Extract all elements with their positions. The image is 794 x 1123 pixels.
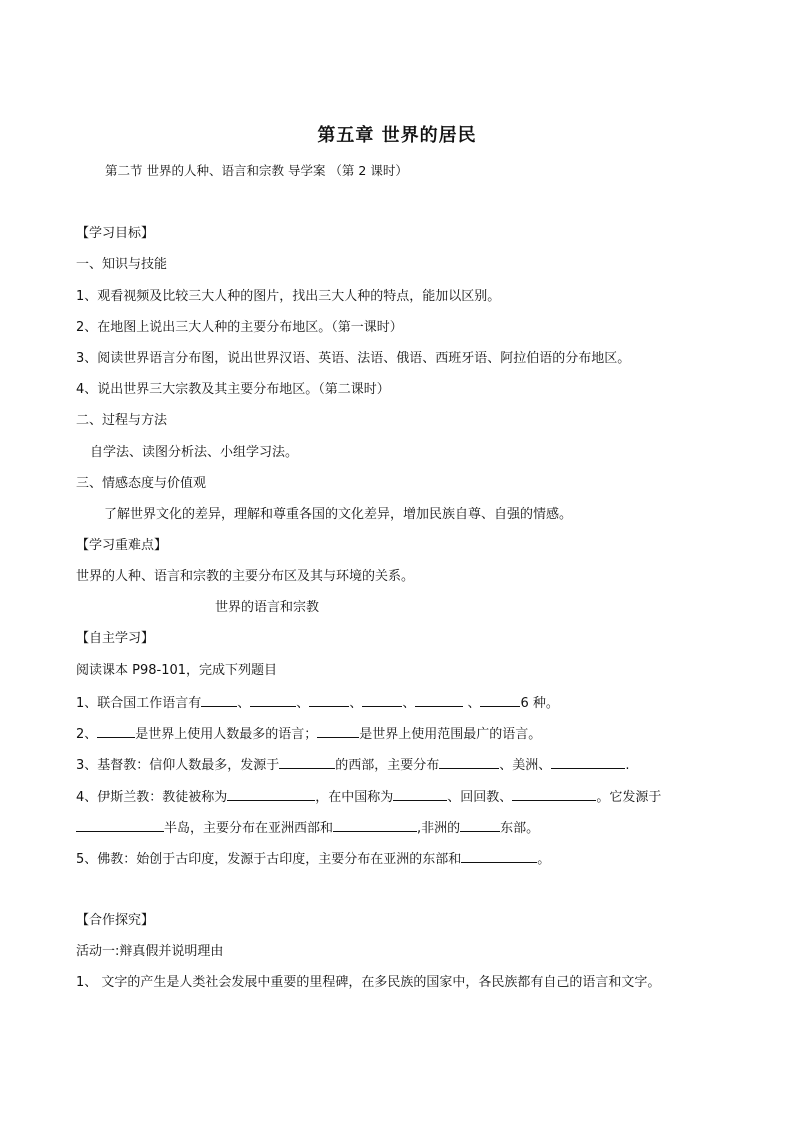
question-4-continued	[76, 819, 539, 837]
answer-blank[interactable]	[415, 694, 463, 707]
answer-blank[interactable]	[97, 725, 135, 738]
self-study-header: 【自主学习】	[76, 631, 155, 646]
answer-blank[interactable]	[227, 788, 315, 801]
activity-1-heading: 活动一:辩真假并说明理由	[76, 944, 224, 959]
answer-blank[interactable]	[309, 694, 349, 707]
q2-text-2: 是世界上使用范围最广的语言。	[359, 727, 542, 742]
language-religion-heading: 世界的语言和宗教	[215, 600, 320, 615]
answer-blank[interactable]	[317, 725, 359, 738]
q1-end: 6 种。	[520, 696, 559, 711]
q3-end: .	[625, 758, 630, 773]
q5-end: 。	[537, 852, 551, 867]
objective-3: 3、阅读世界语言分布图，说出世界汉语、英语、法语、俄语、西班牙语、阿拉伯语的分布地区。	[76, 351, 631, 366]
chapter-title: 第五章 世界的居民	[317, 125, 477, 146]
q1-sep: 、	[237, 696, 251, 711]
answer-blank[interactable]	[393, 788, 447, 801]
objective-2: 2、在地图上说出三大人种的主要分布地区。（第一课时）	[76, 320, 403, 335]
answer-blank[interactable]	[333, 819, 417, 832]
q4-text-3: 、回回教、	[447, 790, 513, 805]
q4-text-2: ，在中国称为	[315, 790, 394, 805]
cooperative-inquiry-header: 【合作探究】	[76, 913, 155, 928]
q4-text-7: 东部。	[500, 821, 540, 836]
knowledge-skills-heading: 一、知识与技能	[76, 257, 168, 272]
q4-text-6: ,非洲的	[417, 821, 461, 836]
q5-text: 5、佛教：始创于古印度，发源于古印度，主要分布在亚洲的东部和	[76, 852, 462, 867]
objective-1: 1、观看视频及比较三大人种的图片，找出三大人种的特点，能加以区别。	[76, 289, 501, 304]
objective-4: 4、说出世界三大宗教及其主要分布地区。（第二课时）	[76, 382, 390, 397]
question-1	[76, 694, 559, 712]
process-method-heading: 二、过程与方法	[76, 413, 168, 428]
answer-blank[interactable]	[250, 694, 296, 707]
q4-text-4: 。它发源于	[596, 790, 662, 805]
q2-num: 2、	[76, 727, 98, 742]
q1-sep: 、	[296, 696, 310, 711]
reading-instruction: 阅读课本 P98-101，完成下列题目	[76, 663, 278, 678]
key-points-header: 【学习重难点】	[76, 538, 168, 553]
q2-text: 是世界上使用人数最多的语言；	[135, 727, 318, 742]
key-points-text: 世界的人种、语言和宗教的主要分布区及其与环境的关系。	[76, 569, 415, 584]
section-subtitle: 第二节 世界的人种、语言和宗教 导学案 （第 2 课时）	[105, 163, 408, 178]
q1-sep: 、	[463, 696, 481, 711]
answer-blank[interactable]	[279, 756, 335, 769]
q3-text-3: 、美洲、	[499, 758, 552, 773]
question-3	[76, 756, 629, 774]
question-4	[76, 788, 661, 806]
answer-blank[interactable]	[551, 756, 625, 769]
q1-sep: 、	[402, 696, 416, 711]
answer-blank[interactable]	[362, 694, 402, 707]
q4-text-5: 半岛，主要分布在亚洲西部和	[164, 821, 334, 836]
q1-text: 1、联合国工作语言有	[76, 696, 202, 711]
q1-sep: 、	[349, 696, 363, 711]
emotion-text: 了解世界文化的差异，理解和尊重各国的文化差异，增加民族自尊、自强的情感。	[104, 507, 573, 522]
answer-blank[interactable]	[201, 694, 237, 707]
answer-blank[interactable]	[460, 819, 500, 832]
question-2	[76, 725, 541, 743]
answer-blank[interactable]	[461, 850, 537, 863]
activity-1-statement-1: 1、 文字的产生是人类社会发展中重要的里程碑，在多民族的国家中，各民族都有自己的语言和文字。	[76, 975, 661, 990]
emotion-heading: 三、情感态度与价值观	[76, 476, 207, 491]
objectives-header: 【学习目标】	[76, 226, 155, 241]
method-text: 自学法、读图分析法、小组学习法。	[90, 445, 299, 460]
answer-blank[interactable]	[512, 788, 596, 801]
answer-blank[interactable]	[76, 819, 164, 832]
q4-text: 4、伊斯兰教：教徒被称为	[76, 790, 228, 805]
answer-blank[interactable]	[439, 756, 499, 769]
answer-blank[interactable]	[480, 694, 520, 707]
q3-text: 3、基督教：信仰人数最多，发源于	[76, 758, 280, 773]
q3-text-2: 的西部，主要分布	[335, 758, 440, 773]
question-5	[76, 850, 550, 868]
